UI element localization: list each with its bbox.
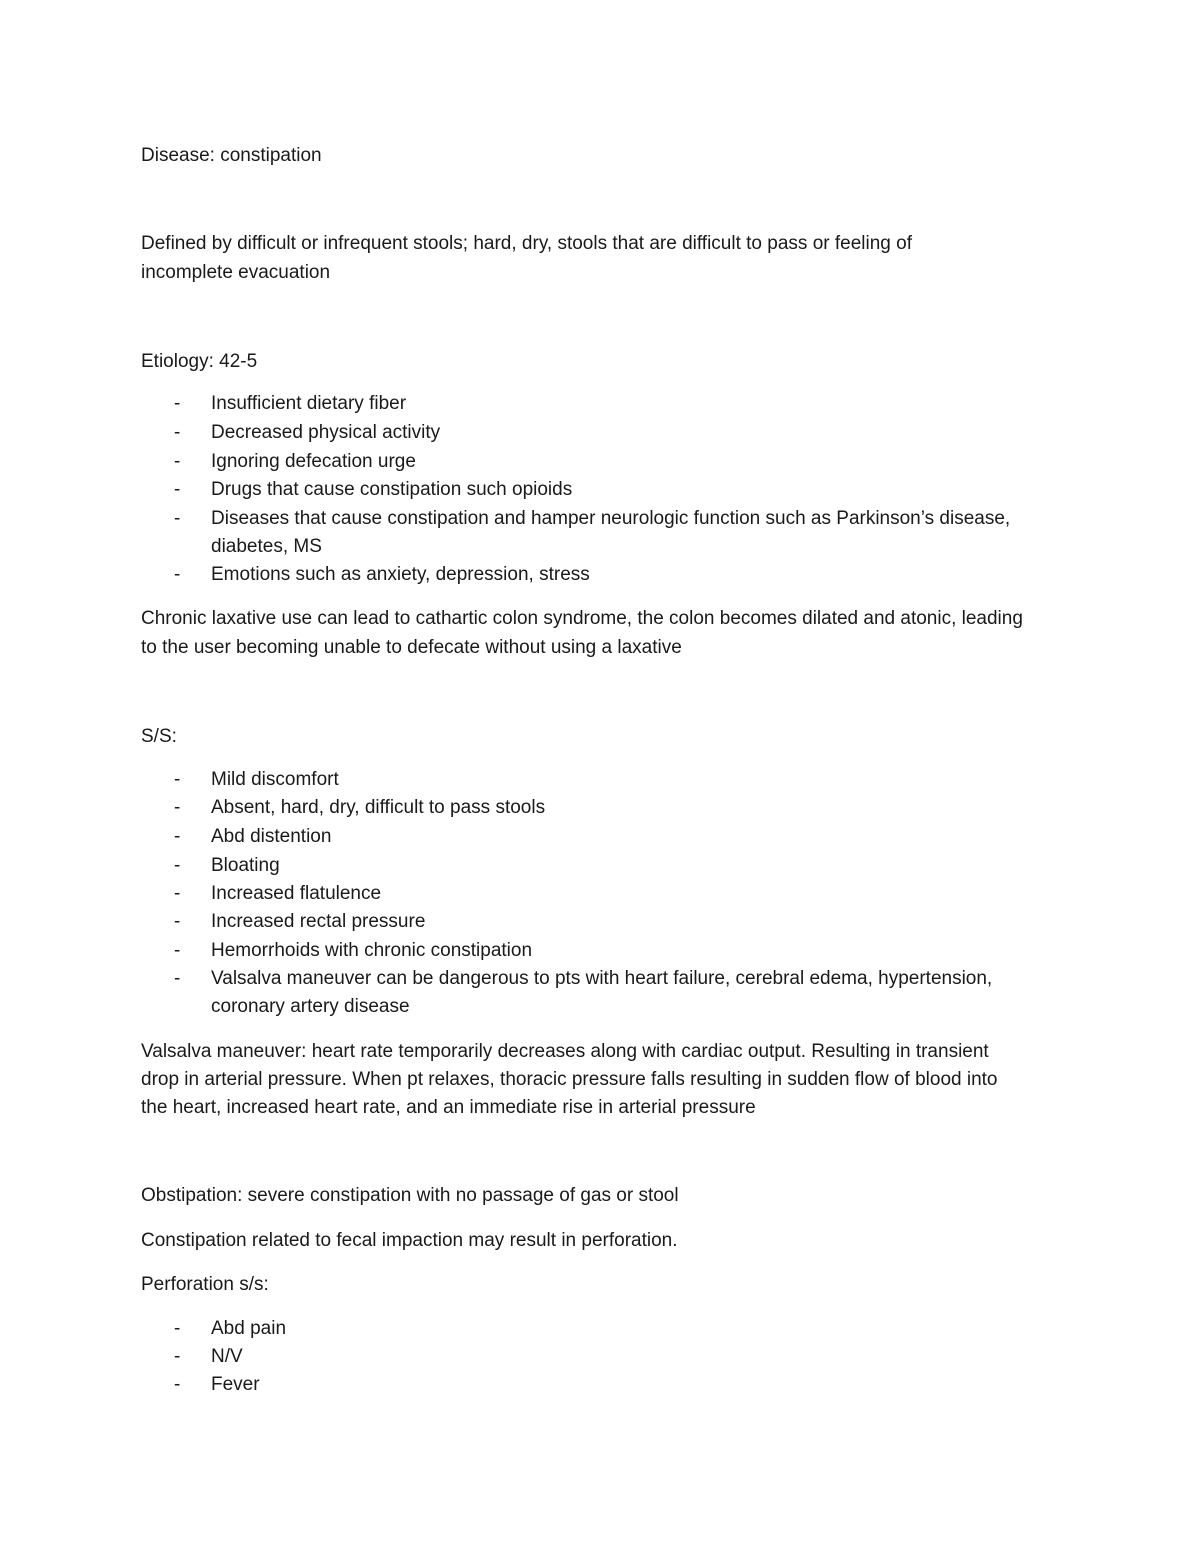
etiology-item: Drugs that cause constipation such opioids	[211, 479, 573, 500]
impaction-line: Constipation related to fecal impaction may result in perforation.	[141, 1230, 678, 1251]
etiology-item: Insufficient dietary fiber	[211, 393, 407, 414]
etiology-item-continuation: diabetes, MS	[211, 536, 322, 557]
etiology-item: Decreased physical activity	[211, 422, 441, 443]
disease-title: Disease: constipation	[141, 145, 322, 166]
list-bullet: -	[174, 1374, 181, 1395]
definition-line-2: incomplete evacuation	[141, 262, 331, 283]
obstipation-line: Obstipation: severe constipation with no passage of gas or stool	[141, 1185, 679, 1206]
valsalva-note-line-1: Valsalva maneuver: heart rate temporarily decreases along with cardiac output. Resulting in transient	[141, 1041, 989, 1062]
list-bullet: -	[174, 769, 181, 790]
list-bullet: -	[174, 1318, 181, 1339]
etiology-heading: Etiology: 42-5	[141, 351, 258, 372]
etiology-item: Ignoring defecation urge	[211, 451, 416, 472]
list-bullet: -	[174, 826, 181, 847]
valsalva-note-line-3: the heart, increased heart rate, and an immediate rise in arterial pressure	[141, 1097, 756, 1118]
list-bullet: -	[174, 1346, 181, 1367]
ss-item: Abd distention	[211, 826, 332, 847]
list-bullet: -	[174, 508, 181, 529]
laxative-note-line-2: to the user becoming unable to defecate without using a laxative	[141, 637, 682, 658]
ss-item: Increased rectal pressure	[211, 911, 426, 932]
etiology-item: Diseases that cause constipation and hamper neurologic function such as Parkinson’s disease,	[211, 508, 1011, 529]
list-bullet: -	[174, 564, 181, 585]
ss-item: Absent, hard, dry, difficult to pass stools	[211, 797, 546, 818]
list-bullet: -	[174, 883, 181, 904]
ss-item: Increased flatulence	[211, 883, 382, 904]
perforation-heading: Perforation s/s:	[141, 1274, 269, 1295]
ss-item: Valsalva maneuver can be dangerous to pts with heart failure, cerebral edema, hypertension,	[211, 968, 993, 989]
list-bullet: -	[174, 479, 181, 500]
ss-item-continuation: coronary artery disease	[211, 996, 410, 1017]
etiology-item: Emotions such as anxiety, depression, stress	[211, 564, 590, 585]
perforation-item: N/V	[211, 1346, 243, 1367]
laxative-note-line-1: Chronic laxative use can lead to cathartic colon syndrome, the colon becomes dilated and atonic, leading	[141, 608, 1023, 629]
ss-item: Mild discomfort	[211, 769, 339, 790]
ss-item: Hemorrhoids with chronic constipation	[211, 940, 533, 961]
list-bullet: -	[174, 911, 181, 932]
list-bullet: -	[174, 797, 181, 818]
ss-heading: S/S:	[141, 726, 177, 747]
valsalva-note-line-2: drop in arterial pressure. When pt relaxes, thoracic pressure falls resulting in sudden flow of blood into	[141, 1069, 998, 1090]
list-bullet: -	[174, 422, 181, 443]
perforation-item: Fever	[211, 1374, 260, 1395]
list-bullet: -	[174, 940, 181, 961]
list-bullet: -	[174, 393, 181, 414]
list-bullet: -	[174, 855, 181, 876]
ss-item: Bloating	[211, 855, 280, 876]
definition-line-1: Defined by difficult or infrequent stools; hard, dry, stools that are difficult to pass or feeling of	[141, 233, 912, 254]
list-bullet: -	[174, 451, 181, 472]
perforation-item: Abd pain	[211, 1318, 287, 1339]
list-bullet: -	[174, 968, 181, 989]
